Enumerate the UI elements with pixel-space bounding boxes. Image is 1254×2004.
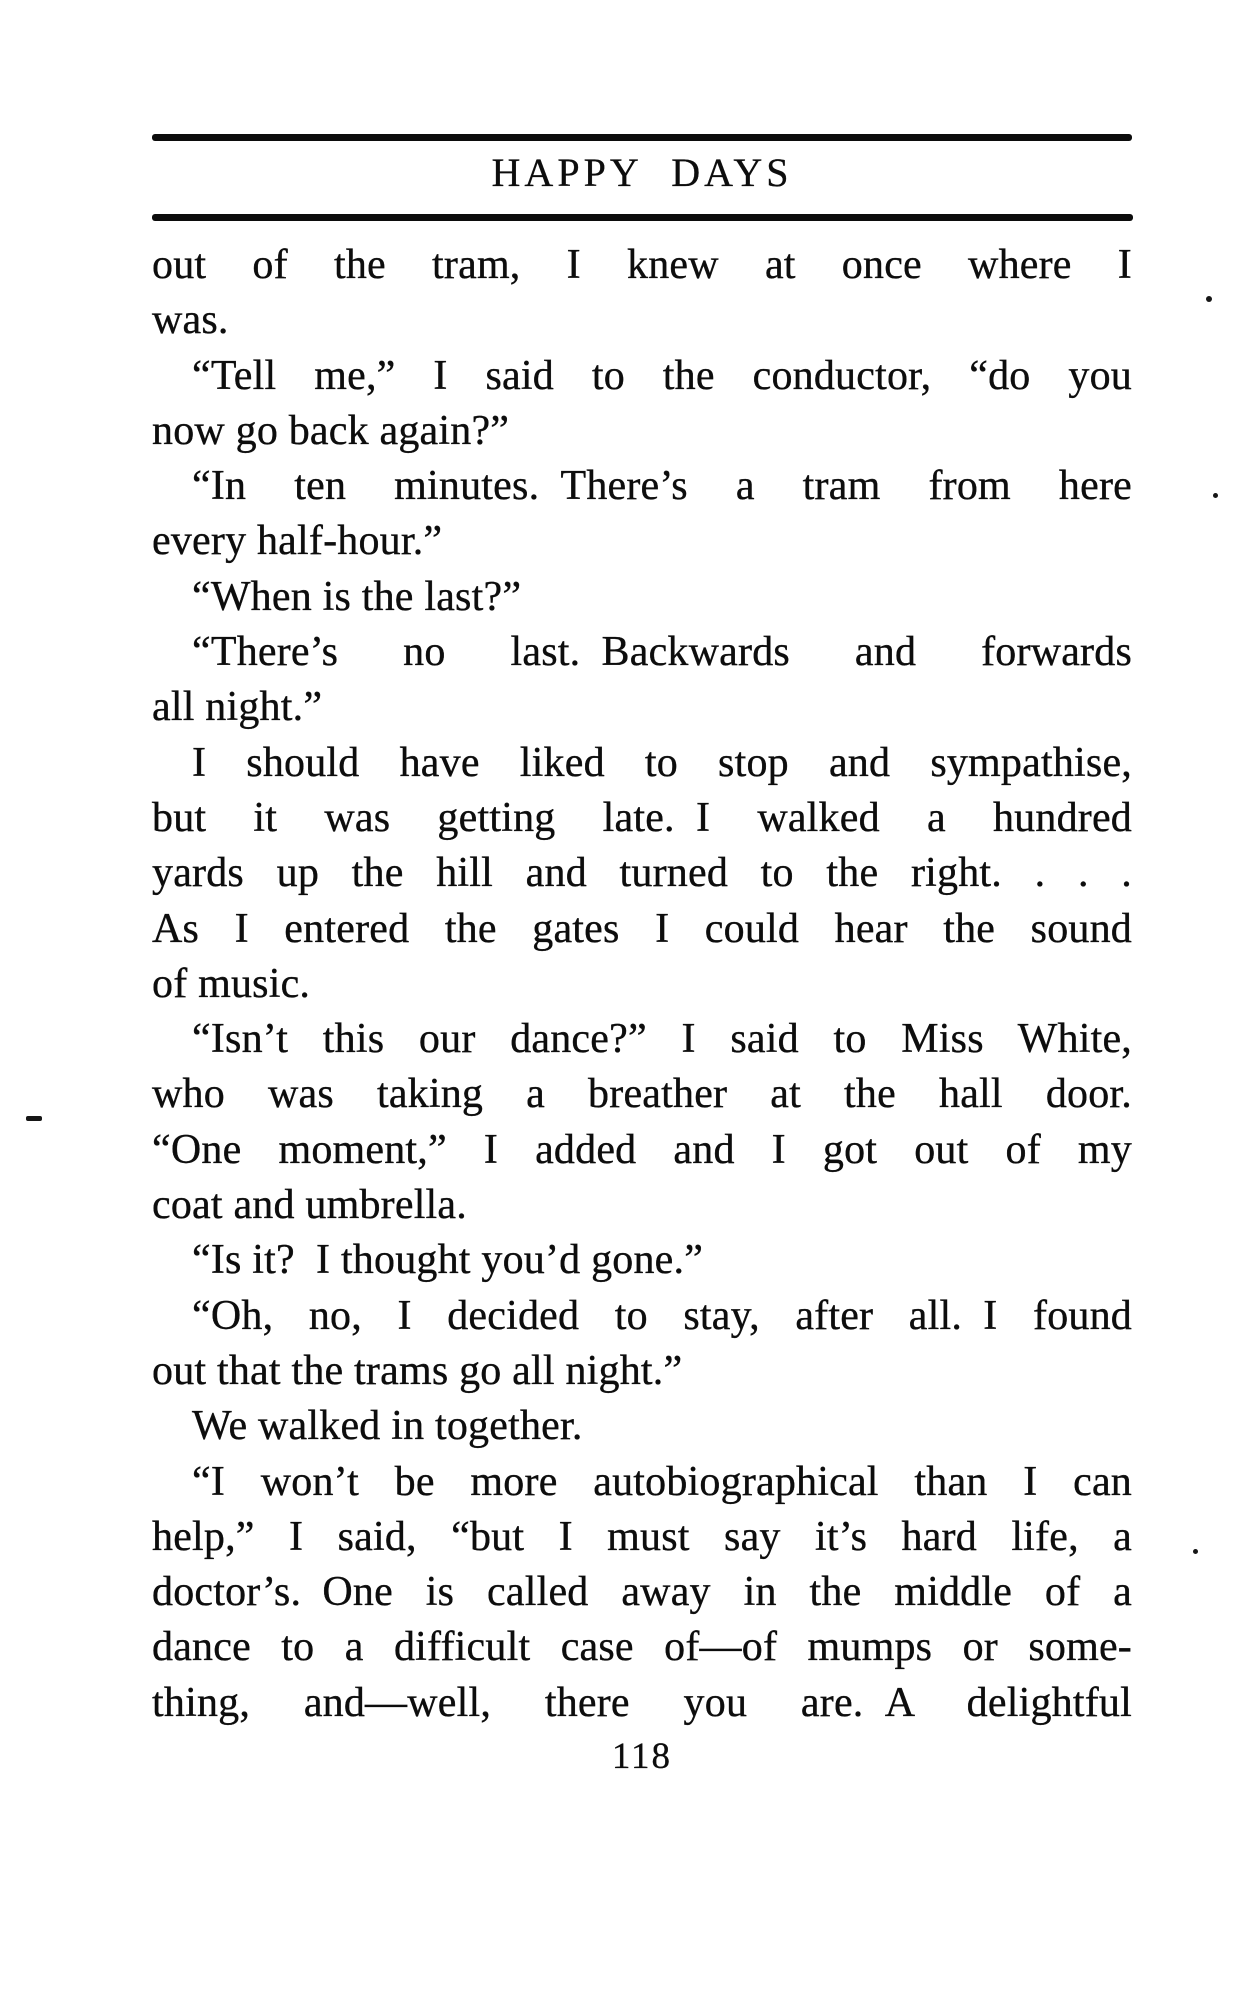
text-line: out of the tram, I knew at once where I: [152, 242, 1132, 288]
scan-speck: [26, 1116, 42, 1121]
header-rule-top: [152, 134, 1132, 141]
text-line: help,” I said, “but I must say it’s hard life, a: [152, 1513, 1132, 1560]
text-line: dance to a difficult case of—of mumps or some-: [152, 1624, 1132, 1671]
text-line: As I entered the gates I could hear the sound: [152, 905, 1132, 952]
text-line: all night.”: [152, 684, 323, 731]
text-line: “I won’t be more autobiographical than I can: [192, 1458, 1132, 1505]
text-line: “There’s no last. Backwards and forwards: [192, 629, 1132, 676]
page-text: [152, 238, 1132, 1731]
text-line: “Oh, no, I decided to stay, after all. I found: [192, 1292, 1132, 1339]
text-line: “When is the last?”: [192, 573, 522, 620]
text-line: now go back again?”: [152, 407, 510, 454]
text-line: “Isn’t this our dance?” I said to Miss White,: [192, 1016, 1132, 1063]
text-line: I should have liked to stop and sympathise,: [192, 739, 1132, 786]
text-line: “Is it? I thought you’d gone.”: [192, 1237, 704, 1284]
text-line: out that the trams go all night.”: [152, 1347, 683, 1394]
text-line: “In ten minutes. There’s a tram from here: [192, 463, 1132, 510]
text-line: “One moment,” I added and I got out of my: [152, 1126, 1132, 1173]
header-rule-bottom: [152, 214, 1133, 221]
text-line: but it was getting late. I walked a hundred: [152, 794, 1132, 841]
text-line: doctor’s. One is called away in the middle of a: [152, 1569, 1132, 1616]
text-line: thing, and—well, there you are. A delightful: [152, 1679, 1132, 1726]
text-line: coat and umbrella.: [152, 1182, 467, 1229]
text-line: yards up the hill and turned to the right. . . .: [152, 850, 1132, 897]
text-line: We walked in together.: [192, 1403, 583, 1450]
text-line: of music.: [152, 960, 311, 1007]
scan-speck: [1193, 1549, 1198, 1554]
scan-speck: [1213, 493, 1218, 498]
text-line: was.: [152, 297, 229, 344]
page-number: 118: [611, 1736, 673, 1777]
text-line: who was taking a breather at the hall door.: [152, 1071, 1132, 1118]
scan-speck: [1206, 296, 1212, 302]
text-line: “Tell me,” I said to the conductor, “do you: [192, 352, 1132, 399]
text-line: every half-hour.”: [152, 518, 443, 565]
running-head-title: HAPPY DAYS: [491, 150, 793, 195]
